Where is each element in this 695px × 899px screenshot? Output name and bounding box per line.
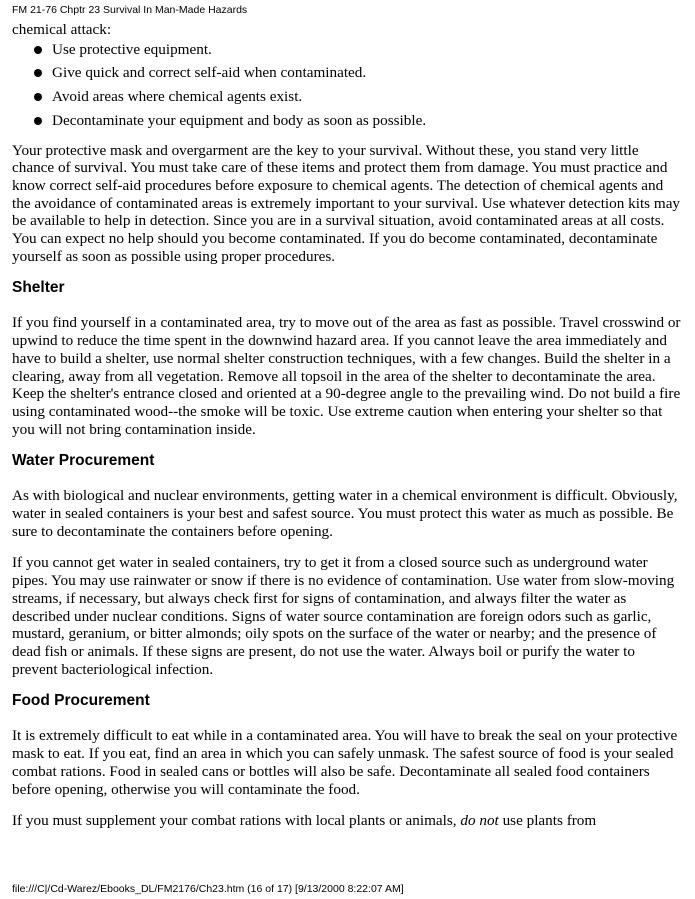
list-item-text: Decontaminate your equipment and body as soon as possible. <box>52 111 427 129</box>
heading-food-procurement: Food Procurement <box>12 692 150 710</box>
paragraph-water-1: As with biological and nuclear environments, getting water in a chemical environment is difficult. Obviously, water in sealed containers is your best and safest source. You must protect this water as much as possible. Be sure to decontaminate the containers before opening. <box>12 487 678 540</box>
list-item-text: Avoid areas where chemical agents exist. <box>52 88 303 106</box>
bullet-icon <box>34 46 42 54</box>
food-2-text-end: use plants from <box>498 812 597 830</box>
list-item <box>34 41 684 59</box>
bullet-list <box>12 41 684 130</box>
paragraph-shelter: If you find yourself in a contaminated area, try to move out of the area as fast as possible. Travel crosswind or upwind to reduce the time spent in the downwind hazard area. If you cannot leave the area immediately and have to build a shelter, use normal shelter construction techniques, with a few changes. Build the shelter in a clearing, away from all vegetation. Remove all topsoil in the area of the shelter to decontaminate the area. Keep the shelter's entrance closed and oriented at a 90-degree angle to the prevailing wind. Do not build a fire using contaminated wood--the smoke will be toxic. Use extreme caution when entering your shelter so that you will not bring contamination inside. <box>12 314 681 438</box>
food-2-emphasis: do not <box>460 812 499 830</box>
food-2-text-start: If you must supplement your combat rations with local plants or animals, <box>12 812 461 830</box>
paragraph-water-2: If you cannot get water in sealed containers, try to get it from a closed source such as underground water pipes. You may use rainwater or snow if there is no evidence of contamination. Use water from slow-moving streams, if necessary, but always check first for signs of contamination, and always filter the water as described under nuclear conditions. Signs of water source contamination are foreign odors such as garlic, mustard, geranium, or bitter almonds; oily spots on the surface of the water or nearby; and the presence of dead fish or animals. If these signs are present, do not use the water. Always boil or purify the water to prevent bacteriological infection. <box>12 554 675 678</box>
list-item <box>34 64 684 82</box>
list-item <box>34 112 684 130</box>
intro-text: chemical attack: <box>12 21 112 38</box>
paragraph-food-1: It is extremely difficult to eat while in a contaminated area. You will have to break the seal on your protective mask to eat. If you eat, find an area in which you can safely unmask. The safest source of food is your sealed combat rations. Food in sealed cans or bottles will also be safe. Decontaminate all sealed food containers before opening, otherwise you will contaminate the food. <box>12 727 678 798</box>
list-item-text: Use protective equipment. <box>52 40 212 58</box>
list-item-text: Give quick and correct self-aid when contaminated. <box>52 64 367 82</box>
list-item <box>34 88 684 106</box>
document-body <box>12 21 684 844</box>
bullet-icon <box>34 117 42 125</box>
heading-water-procurement: Water Procurement <box>12 452 155 470</box>
paragraph-food-2 <box>12 812 684 830</box>
heading-shelter: Shelter <box>12 279 65 297</box>
bullet-icon <box>34 69 42 77</box>
page-header: FM 21-76 Chptr 23 Survival In Man-Made Hazards <box>12 4 248 16</box>
bullet-icon <box>34 93 42 101</box>
page-footer: file:///C|/Cd-Warez/Ebooks_DL/FM2176/Ch23.htm (16 of 17) [9/13/2000 8:22:07 AM] <box>12 883 404 895</box>
paragraph-protective-mask: Your protective mask and overgarment are the key to your survival. Without these, you stand very little chance of survival. You must take care of these items and protect them from damage. You must practice and know correct self-aid procedures before exposure to chemical agents. The detection of chemical agents and the avoidance of contaminated areas is extremely important to your survival. Use whatever detection kits may be available to help in detection. Since you are in a survival situation, avoid contaminated areas at all costs. You can expect no help should you become contaminated. If you do become contaminated, decontaminate yourself as soon as possible using proper procedures. <box>12 141 681 265</box>
